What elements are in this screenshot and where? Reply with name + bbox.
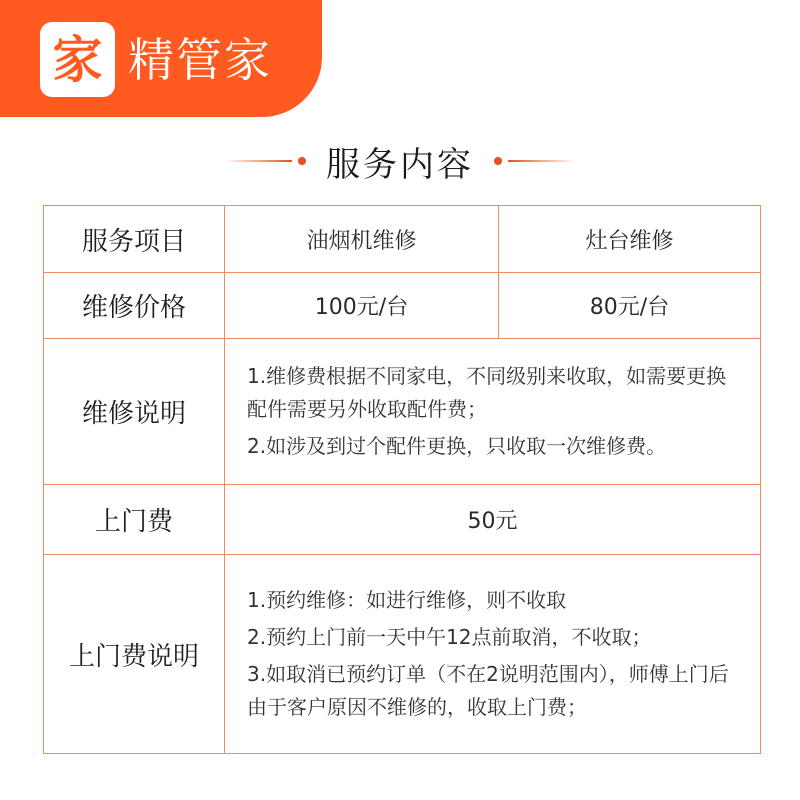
- brand-name: 精管家: [128, 33, 272, 87]
- visit-fee-label: 上门费: [44, 485, 225, 555]
- visit-fee-notes-content: [225, 555, 761, 754]
- visit-fee-value: 50元: [225, 485, 761, 555]
- table-row-visit-fee: [44, 485, 761, 555]
- brand-banner: [0, 0, 322, 117]
- service-item-stove-repair: 灶台维修: [499, 206, 761, 273]
- price-label: 维修价格: [44, 273, 225, 339]
- table-row-repair-notes: [44, 339, 761, 485]
- service-table: [43, 205, 761, 754]
- table-row-price: [44, 273, 761, 339]
- title-decoration-left: [224, 157, 306, 165]
- brand-logo: [40, 22, 115, 97]
- visit-fee-notes-label: 上门费说明: [44, 555, 225, 754]
- visit-fee-note-2: 2.预约上门前一天中午12点前取消，不收取；: [247, 625, 652, 649]
- repair-notes-content: [225, 339, 761, 485]
- repair-note-1: 1.维修费根据不同家电，不同级别来收取，如需要更换配件需要另外收取配件费；: [247, 364, 727, 421]
- price-stove-repair: 80元/台: [499, 273, 761, 339]
- repair-note-2: 2.如涉及到过个配件更换，只收取一次维修费。: [247, 434, 667, 458]
- table-row-service-items: [44, 206, 761, 273]
- service-items-label: 服务项目: [44, 206, 225, 273]
- price-hood-repair: 100元/台: [225, 273, 499, 339]
- section-title: 服务内容: [326, 144, 474, 185]
- repair-notes-label: 维修说明: [44, 339, 225, 485]
- visit-fee-note-1: 1.预约维修：如进行维修，则不收取: [247, 588, 567, 612]
- title-decoration-right: [494, 157, 576, 165]
- table-row-visit-fee-notes: [44, 555, 761, 754]
- service-item-hood-repair: 油烟机维修: [225, 206, 499, 273]
- section-header: [0, 133, 800, 189]
- visit-fee-note-3: 3.如取消已预约订单（不在2说明范围内），师傅上门后由于客户原因不维修的，收取上门费；: [247, 662, 729, 719]
- house-logo-icon: 家: [52, 30, 103, 89]
